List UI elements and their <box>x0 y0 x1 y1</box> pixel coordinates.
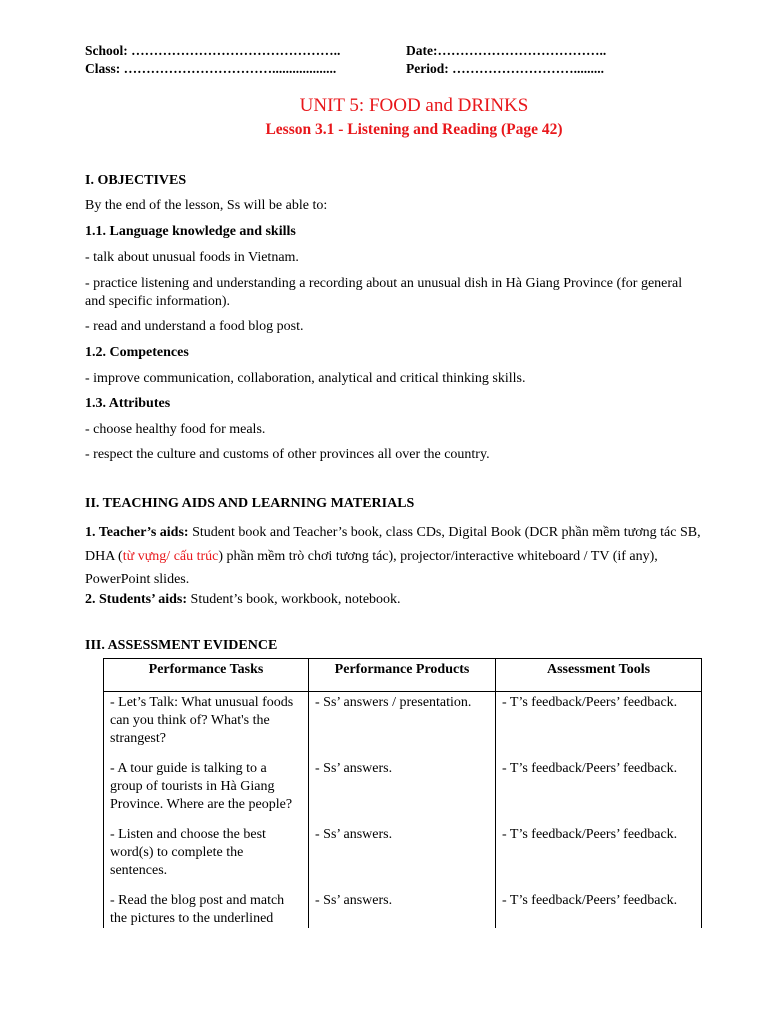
teacher-aids-text-2: ) phần mềm trò chơi tương tác), projector/interactive whiteboard / TV (if any), PowerPoint slides. <box>85 548 658 587</box>
school-dots: ……………………………………….. <box>131 43 341 58</box>
product-cell: - Ss’ answers / presentation. <box>309 692 496 761</box>
task-cell: - A tour guide is talking to a group of tourists in Hà Giang Province. Where are the people? <box>104 760 309 826</box>
teacher-aids-text: Student book and Teacher’s book, class CDs, Digital Book (DCR phần mềm tương tác SB, DHA ( <box>85 525 701 564</box>
class-dots: ……………………………................... <box>123 61 337 76</box>
language-knowledge-heading: 1.1. Language knowledge and skills <box>85 224 296 239</box>
column-header: Assessment Tools <box>496 659 702 692</box>
objective-item: - practice listening and understanding a recording about an unusual dish in Hà Giang Province (for general and specific information). <box>85 276 683 309</box>
period-dots: ………………………......... <box>452 61 604 76</box>
unit-title: UNIT 5: FOOD and DRINKS <box>299 95 529 116</box>
objectives-intro: By the end of the lesson, Ss will be able to: <box>85 198 328 213</box>
lesson-title: Lesson 3.1 - Listening and Reading (Page 42) <box>265 121 563 138</box>
tool-cell: - T’s feedback/Peers’ feedback. <box>496 760 702 826</box>
period-field <box>406 60 604 78</box>
attribute-item: - choose healthy food for meals. <box>85 422 266 437</box>
column-header: Performance Products <box>309 659 496 692</box>
school-label: School: <box>85 43 128 58</box>
period-label: Period: <box>406 61 449 76</box>
attribute-item: - respect the culture and customs of other provinces all over the country. <box>85 447 490 462</box>
class-field <box>85 60 336 78</box>
column-header: Performance Tasks <box>104 659 309 692</box>
table-row <box>104 892 702 928</box>
competences-heading: 1.2. Competences <box>85 345 189 360</box>
teaching-aids-heading: II. TEACHING AIDS AND LEARNING MATERIALS <box>85 496 415 511</box>
product-cell: - Ss’ answers. <box>309 826 496 892</box>
date-field <box>406 42 606 60</box>
school-field <box>85 42 340 60</box>
task-cell: - Listen and choose the best word(s) to complete the sentences. <box>104 826 309 892</box>
table-row <box>104 760 702 826</box>
student-aids-text: Student’s book, workbook, notebook. <box>187 592 401 607</box>
table-row <box>104 692 702 761</box>
teacher-aids-label: 1. Teacher’s aids: <box>85 525 189 540</box>
tool-cell: - T’s feedback/Peers’ feedback. <box>496 892 702 928</box>
objective-item: - read and understand a food blog post. <box>85 319 304 334</box>
teacher-aids-paragraph <box>85 521 711 592</box>
product-cell: - Ss’ answers. <box>309 892 496 928</box>
student-aids-label: 2. Students’ aids: <box>85 592 188 607</box>
attributes-heading: 1.3. Attributes <box>85 396 171 411</box>
task-cell: - Let’s Talk: What unusual foods can you think of? What's the strangest? <box>104 692 309 761</box>
task-cell: - Read the blog post and match the pictures to the underlined <box>104 892 309 928</box>
class-label: Class: <box>85 61 121 76</box>
date-label: Date: <box>406 43 438 58</box>
tool-cell: - T’s feedback/Peers’ feedback. <box>496 826 702 892</box>
student-aids-paragraph <box>85 591 725 609</box>
objective-item: - talk about unusual foods in Vietnam. <box>85 250 299 265</box>
product-cell: - Ss’ answers. <box>309 760 496 826</box>
teacher-aids-red-text: từ vựng/ cấu trúc <box>122 548 219 564</box>
assessment-heading: III. ASSESSMENT EVIDENCE <box>85 638 278 653</box>
table-header-row <box>104 659 702 692</box>
assessment-table <box>103 658 702 928</box>
objectives-heading: I. OBJECTIVES <box>85 173 187 188</box>
competence-item: - improve communication, collaboration, analytical and critical thinking skills. <box>85 371 526 386</box>
date-dots: ……………………………….. <box>437 43 607 58</box>
tool-cell: - T’s feedback/Peers’ feedback. <box>496 692 702 761</box>
table-row <box>104 826 702 892</box>
